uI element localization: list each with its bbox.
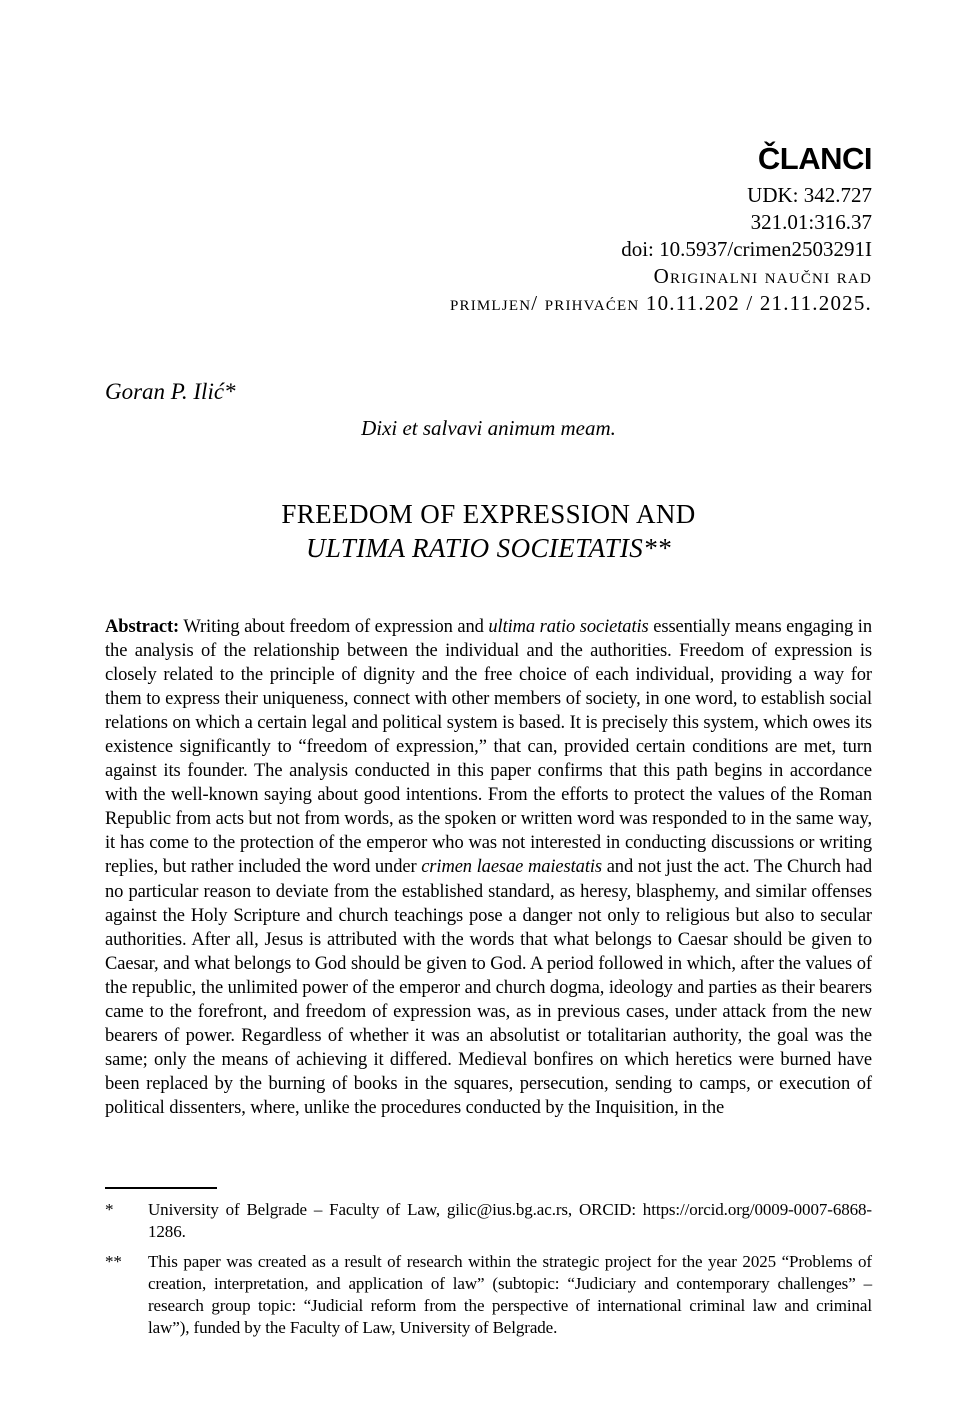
- article-header: [105, 136, 872, 317]
- author-footnote-marker: *: [224, 379, 236, 404]
- footnote: [105, 1251, 872, 1340]
- abstract-paragraph: [105, 615, 872, 1121]
- footnote-text: This paper was created as a result of research within the strategic project for the year 2025 “Problems of creation, interpretation, and application of law” (subtopic: “Judiciary and contemporary challenges” – research group topic: “Judicial reform from the perspective of international criminal law and criminal law”), funded by the Faculty of Law, University of Belgrade.: [148, 1251, 872, 1338]
- author-line: [105, 378, 872, 406]
- footnote-text: University of Belgrade – Faculty of Law, gilic@ius.bg.ac.rs, ORCID: https://orcid.org/0009-0007-6868-1286.: [148, 1200, 872, 1242]
- article-title-line2: [105, 531, 872, 565]
- abstract-label: Abstract:: [105, 616, 180, 637]
- received-accepted-dates: primljen/ prihvaćen 10.11.202 / 21.11.2025.: [449, 291, 872, 315]
- footnote: [105, 1199, 872, 1244]
- article-type: Originalni naučni rad: [653, 264, 872, 288]
- udk-classification: 321.01:316.37: [750, 210, 872, 234]
- footnote-marker: **: [105, 1251, 122, 1271]
- footnote-marker: *: [105, 1200, 114, 1219]
- article-title-line2-text: ULTIMA RATIO SOCIETATIS: [306, 533, 644, 563]
- udk-number: UDK: 342.727: [747, 183, 872, 207]
- doi-line: doi: 10.5937/crimen2503291I: [621, 237, 872, 261]
- abstract-text-3: and not just the act. The Church had no particular reason to deviate from the established standard, as heresy, blasphemy, and similar offenses against the Holy Scripture and church teachings pose a danger not only to religious but also to secular authorities. After all, Jesus is attributed with the words that what belongs to Caesar should be given to Caesar, and what belongs to God should be given to God. A period followed in which, after the values of the republic, the unlimited power of the emperor and church dogma, ideology and parties as their bearers came to the forefront, and freedom of expression was, as in previous cases, under attack from the new bearers of power. Regardless of whether it was an absolutist or totalitarian authority, the goal was the same; only the means of achieving it differed. Medieval bonfires on which heretics were burned have been replaced by the burning of books in the squares, persecution, sending to camps, or execution of political dissenters, where, unlike the procedures conducted by the Inquisition, in the: [105, 857, 872, 1119]
- article-title-line1: FREEDOM OF EXPRESSION AND: [281, 499, 696, 529]
- footnotes-block: [105, 1199, 872, 1347]
- title-footnote-marker: **: [643, 533, 671, 563]
- footnote-separator: [105, 1187, 217, 1189]
- abstract-latin-phrase-1: ultima ratio societatis: [488, 616, 649, 637]
- abstract-text-1: Writing about freedom of expression and: [179, 616, 489, 637]
- epigraph: Dixi et salvavi animum meam.: [361, 416, 616, 440]
- section-heading: ČLANCI: [757, 141, 872, 176]
- abstract-text-2: essentially means engaging in the analysis of the relationship between the individual and the authorities. Freedom of expression is closely related to the principle of dignity and the free choice of each individual, providing a way for them to express their uniqueness, connect with other members of society, in one word, to establish social relations on which a certain legal and political system is based. It is precisely this system, which owes its existence significantly to “freedom of expression,” that can, provided certain conditions are met, turn against its founder. The analysis conducted in this paper confirms that this path begins in accordance with the well-known saying about good intentions. From the efforts to protect the values of the Roman Republic from acts but not from words, as the spoken or written word was responded to in the same way, it has come to the protection of the emperor who was not interested in conducting discussions or writing replies, but rather included the word under: [105, 616, 872, 878]
- article-title: [105, 497, 872, 565]
- abstract-latin-phrase-2: crimen laesae maiestatis: [421, 857, 603, 878]
- author-name: Goran P. Ilić: [105, 379, 225, 404]
